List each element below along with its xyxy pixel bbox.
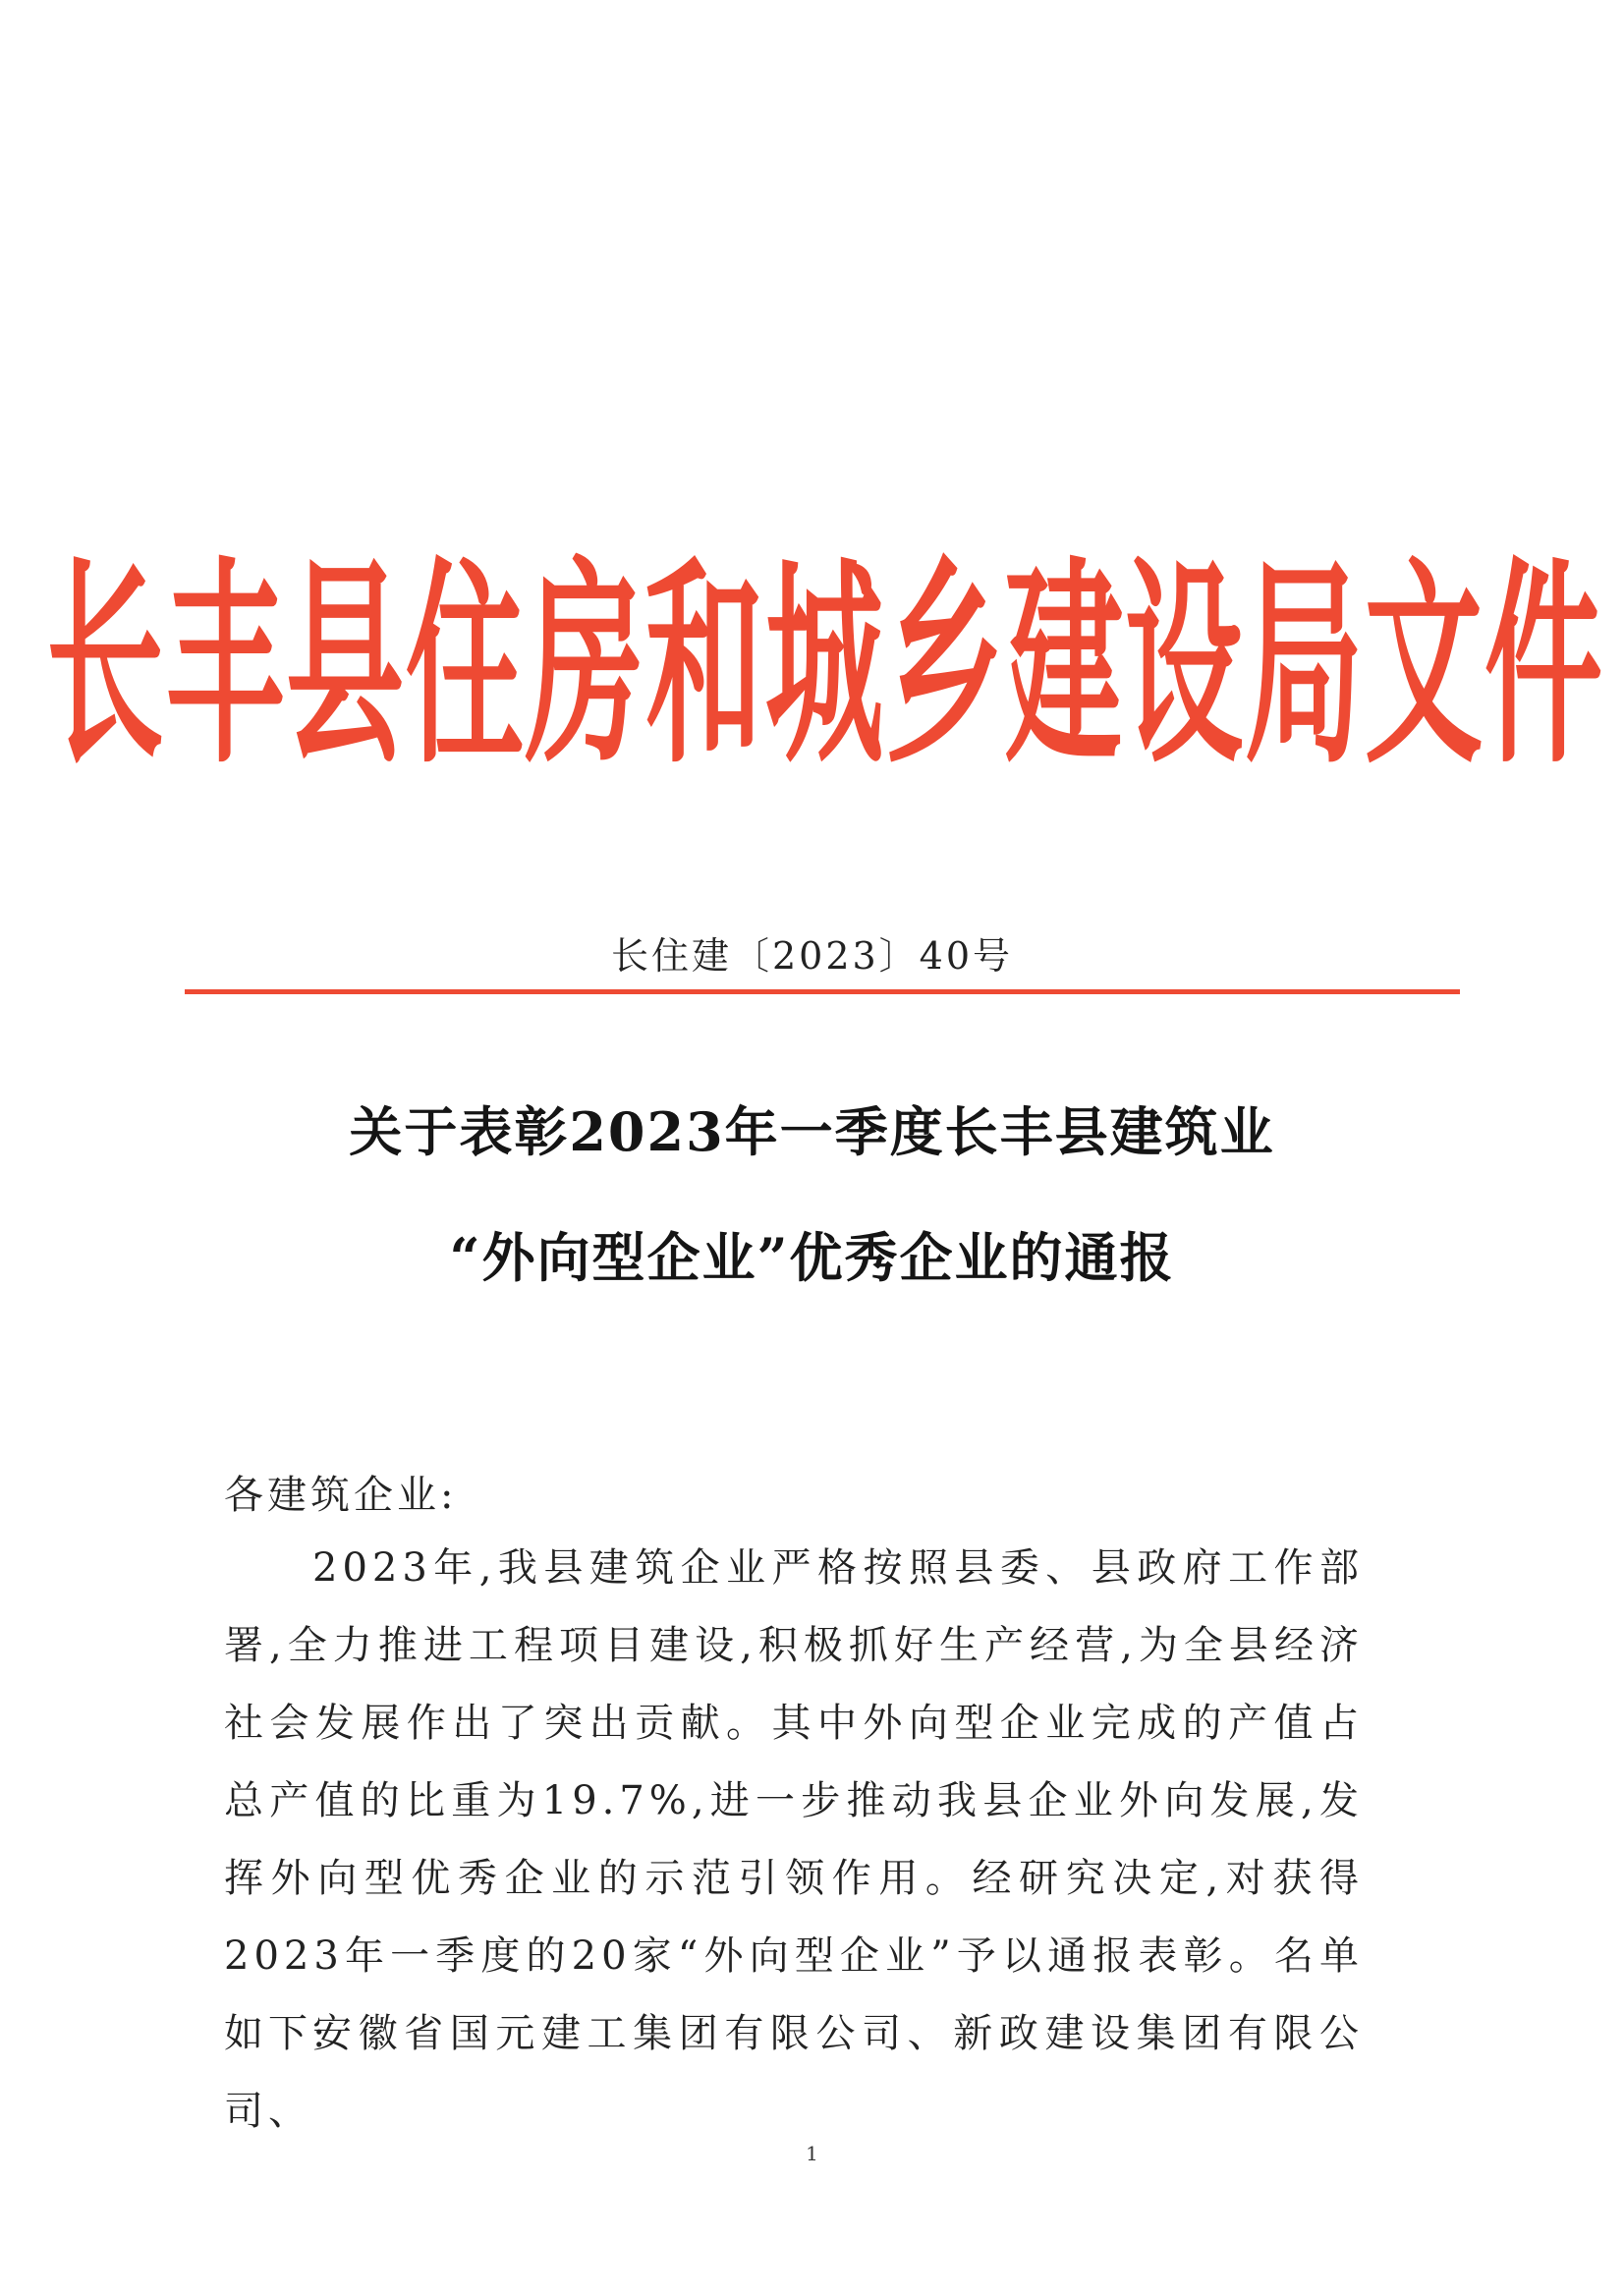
issuer-header: 长丰县住房和城乡建设局文件: [46, 540, 1604, 794]
page-number: 1: [806, 2142, 818, 2165]
red-divider-line: [185, 989, 1460, 994]
document-number: 长住建〔2023〕40号: [610, 934, 1014, 978]
document-title-line-1: 关于表彰2023年一季度长丰县建筑业: [349, 1100, 1275, 1163]
document-title-line-2: “外向型企业”优秀企业的通报: [449, 1226, 1175, 1289]
body-paragraph-2: 安徽省国元建工集团有限公司、新政建设集团有限公司、: [224, 2011, 1364, 2134]
salutation: 各建筑企业:: [224, 1473, 458, 1518]
body-paragraph-1: 2023年,我县建筑企业严格按照县委、县政府工作部署,全力推进工程项目建设,积极抓好生产经营,为全县经济社会发展作出了突出贡献。其中外向型企业完成的产值占总产值的比重为19.7%,进一步推动我县企业外向发展,发挥外向型优秀企业的示范引领作用。经研究决定,对获得2023年一季度的20家“外向型企业”予以通报表彰。名单如下:: [224, 1545, 1364, 2056]
